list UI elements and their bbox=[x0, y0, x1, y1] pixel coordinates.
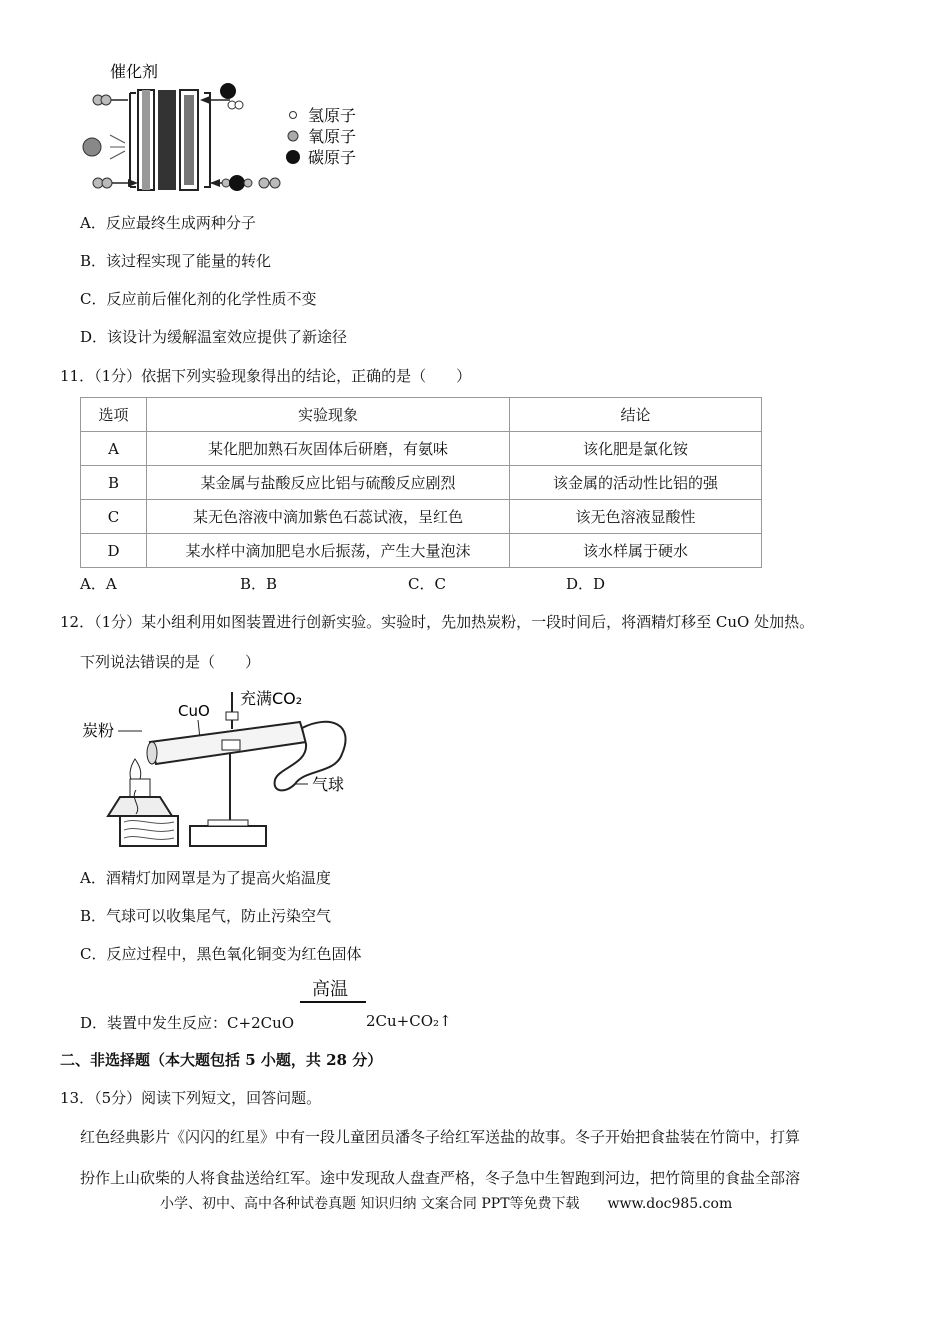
catalyst-label: 催化剂 bbox=[110, 62, 159, 81]
q13-paragraph-line1: 红色经典影片《闪闪的红星》中有一段儿童团员潘冬子给红军送盐的故事。冬子开始把食盐装在竹筒中，打算 bbox=[80, 1128, 801, 1146]
q10-option-b: B．该过程实现了能量的转化 bbox=[80, 252, 272, 270]
q11-answer-a: A．A bbox=[80, 575, 117, 593]
table-cell: D bbox=[81, 534, 147, 568]
reaction-line bbox=[300, 1001, 366, 1003]
q11-header-conclusion: 结论 bbox=[510, 398, 762, 432]
apparatus-diagram bbox=[80, 684, 370, 849]
legend-oxygen: 氧原子 bbox=[308, 127, 357, 146]
q12-option-a: A．酒精灯加网罩是为了提高火焰温度 bbox=[80, 869, 331, 887]
catalyst-diagram bbox=[80, 55, 380, 200]
q11-answer-c: C．C bbox=[408, 575, 446, 593]
section-2-title: 二、非选择题（本大题包括 5 小题，共 28 分） bbox=[60, 1051, 383, 1069]
q13-stem: 13．（5分）阅读下列短文，回答问题。 bbox=[60, 1089, 322, 1107]
q11-header-phenomenon: 实验现象 bbox=[147, 398, 510, 432]
table-row bbox=[81, 432, 762, 466]
q10-option-c: C．反应前后催化剂的化学性质不变 bbox=[80, 290, 317, 308]
q10-option-d: D．该设计为缓解温室效应提供了新途径 bbox=[80, 328, 348, 346]
legend-carbon: 碳原子 bbox=[308, 148, 357, 167]
q12-reaction-condition: 高温 bbox=[312, 979, 348, 1000]
table-cell: 某金属与盐酸反应比铝与硫酸反应剧烈 bbox=[147, 466, 510, 500]
table-cell: A bbox=[81, 432, 147, 466]
legend-hydrogen: 氢原子 bbox=[308, 106, 357, 125]
q11-header-option: 选项 bbox=[81, 398, 147, 432]
table-row bbox=[81, 466, 762, 500]
table-cell: B bbox=[81, 466, 147, 500]
table-cell: 某无色溶液中滴加紫色石蕊试液，呈红色 bbox=[147, 500, 510, 534]
table-cell: 某水样中滴加肥皂水后振荡，产生大量泡沫 bbox=[147, 534, 510, 568]
q10-option-a: A．反应最终生成两种分子 bbox=[80, 214, 256, 232]
table-cell: 该金属的活动性比铝的强 bbox=[510, 466, 762, 500]
q12-stem-line1: 12．（1分）某小组利用如图装置进行创新实验。实验时，先加热炭粉，一段时间后，将酒精灯移至 CuO 处加热。 bbox=[60, 613, 815, 631]
table-cell: C bbox=[81, 500, 147, 534]
q11-table bbox=[80, 397, 762, 568]
cuo-label: CuO bbox=[178, 702, 210, 720]
table-cell: 某化肥加熟石灰固体后研磨，有氨味 bbox=[147, 432, 510, 466]
q11-stem: 11．（1分）依据下列实验现象得出的结论，正确的是（ ） bbox=[60, 367, 472, 385]
q11-answer-b: B．B bbox=[240, 575, 278, 593]
table-cell: 该化肥是氯化铵 bbox=[510, 432, 762, 466]
q12-option-c: C．反应过程中，黑色氧化铜变为红色固体 bbox=[80, 945, 362, 963]
page-footer: 小学、初中、高中各种试卷真题 知识归纳 文案合同 PPT等免费下载 www.doc985.com bbox=[160, 1196, 733, 1212]
table-cell: 该无色溶液显酸性 bbox=[510, 500, 762, 534]
q12-option-b: B．气球可以收集尾气，防止污染空气 bbox=[80, 907, 332, 925]
table-row bbox=[81, 500, 762, 534]
q12-stem-line2: 下列说法错误的是（ ） bbox=[80, 653, 261, 671]
q13-paragraph-line2: 扮作上山砍柴的人将食盐送给红军。途中发现敌人盘查严格，冬子急中生智跑到河边，把竹筒里的食盐全部溶 bbox=[80, 1169, 801, 1187]
q12-option-d-prefix: D．装置中发生反应：C+2CuO bbox=[80, 1014, 295, 1032]
q12-option-d-product: 2Cu+CO₂↑ bbox=[366, 1012, 452, 1030]
co2-label: 充满CO₂ bbox=[240, 689, 303, 708]
q11-answer-d: D．D bbox=[566, 575, 606, 593]
table-cell: 该水样属于硬水 bbox=[510, 534, 762, 568]
carbon-powder-label: 炭粉 bbox=[82, 721, 115, 740]
table-row bbox=[81, 534, 762, 568]
balloon-label: 气球 bbox=[312, 775, 345, 794]
